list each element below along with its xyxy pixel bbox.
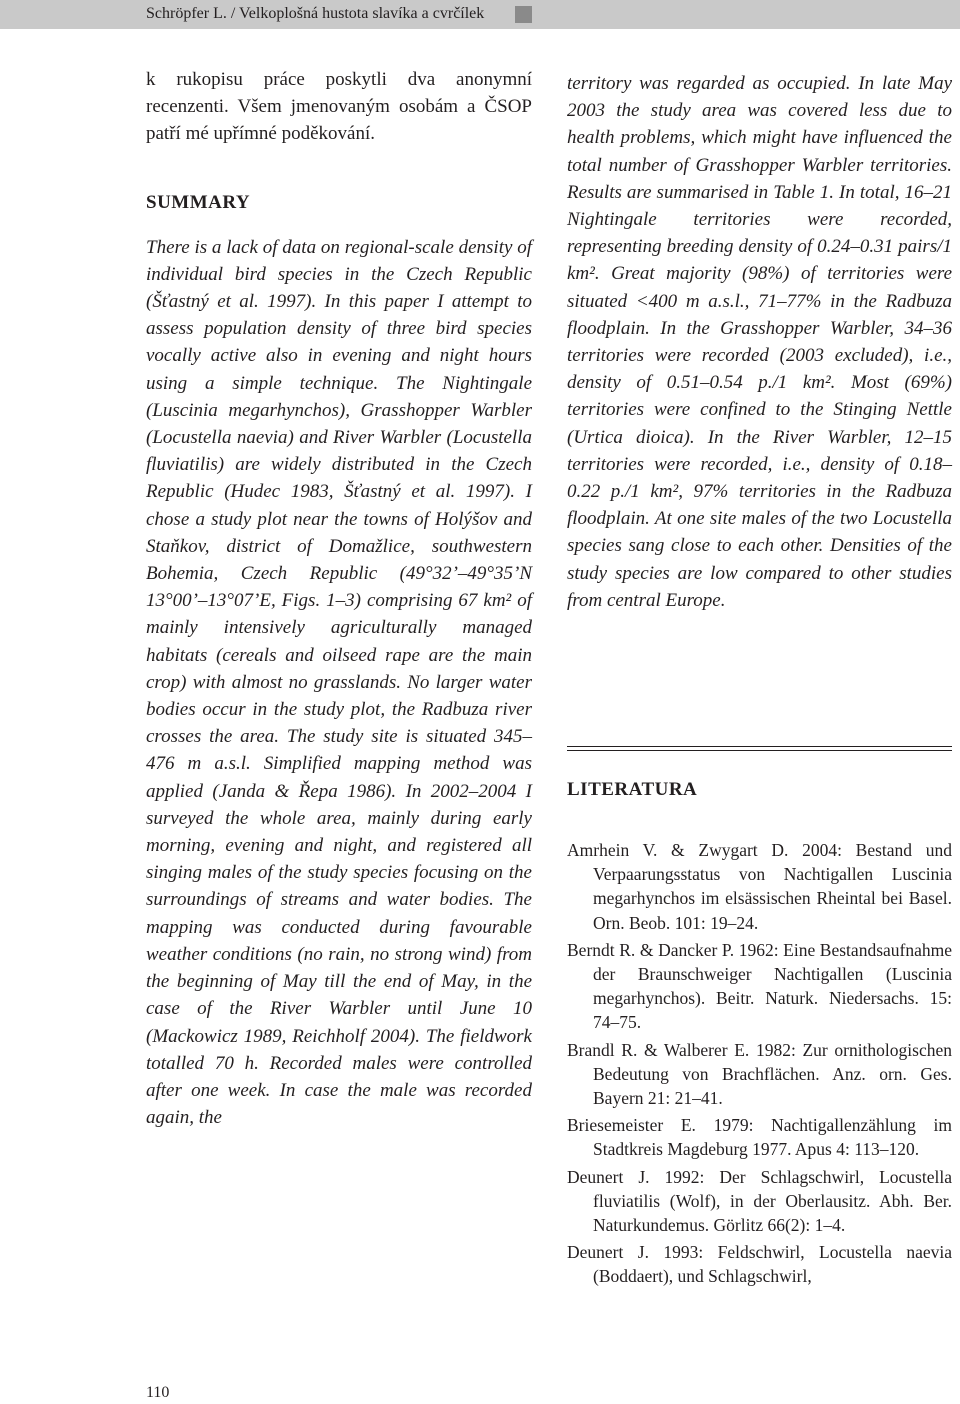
acknowledgement-text: k rukopisu práce poskytli dva anonymní recenzenti. Všem jmenovaným osobám a ČSOP patří mé upřímné poděkování. — [146, 69, 532, 145]
summary-heading: SUMMARY — [146, 191, 251, 213]
page-number: 110 — [146, 1384, 170, 1401]
reference-item: Deunert J. 1993: Feldschwirl, Locustella naevia (Boddaert), und Schlagschwirl, — [567, 1242, 952, 1287]
running-title: Schröpfer L. / Velkoplošná hustota slavíka a cvrčílek — [146, 5, 485, 22]
reference-list — [567, 838, 952, 1292]
reference-item: Briesemeister E. 1979: Nachtigallenzählung im Stadtkreis Magdeburg 1977. Apus 4: 113–120. — [567, 1115, 952, 1160]
running-header — [0, 0, 960, 29]
summary-continued-text: territory was regarded as occupied. In late May 2003 the study area was covered less due to health problems, which might have influenced the total number of Grasshopper Warbler territories. Results are summarised in Table 1. In total, 16–21 Nightingale territories were recorded, representing breeding density of 0.24–0.31 pairs/1 km². Great majority (98%) of territories were situated <400 m a.s.l., 71–77% in the Radbuza floodplain. In the Grasshopper Warbler, 34–36 territories were recorded (2003 excluded), i.e., density of 0.51–0.54 p./1 km². Most (69%) territories were confined to the Stinging Nettle (Urtica dioica). In the River Warbler, 12–15 territories were recorded, i.e., density of 0.18–0.22 p./1 km², 97% territories in the Radbuza floodplain. At one site males of the two Locustella species sang close to each other. Densities of the study species are low compared to other studies from central Europe. — [567, 73, 952, 611]
section-divider-line — [567, 750, 952, 751]
reference-item: Berndt R. & Dancker P. 1962: Eine Bestandsaufnahme der Braunschweiger Nachtigallen (Luscinia megarhynchos). Beitr. Naturk. Niedersachs. 15: 74–75. — [567, 939, 952, 1033]
right-column — [567, 70, 952, 614]
left-column — [146, 66, 532, 1131]
reference-item: Deunert J. 1992: Der Schlagschwirl, Locustella fluviatilis (Wolf), in der Oberlausitz. Abh. Ber. Naturkundemus. Görlitz 66(2): 1–4. — [567, 1166, 952, 1236]
literature-heading: LITERATURA — [567, 779, 698, 800]
reference-item: Brandl R. & Walberer E. 1982: Zur ornithologischen Bedeutung von Brachflächen. Anz. orn. Ges. Bayern 21: 21–41. — [567, 1039, 952, 1109]
reference-item: Amrhein V. & Zwygart D. 2004: Bestand und Verpaarungsstatus von Nachtigallen Luscinia megarhynchos im elsässischen Rheintal bei Basel. Orn. Beob. 101: 19–24. — [567, 840, 952, 933]
header-square-ornament — [515, 6, 532, 23]
section-divider-line — [567, 746, 952, 747]
summary-text: There is a lack of data on regional-scale density of individual bird species in the Czech Republic (Šťastný et al. 1997). In this paper I attempt to assess population density of three bird species vocally active also in evening and night hours using a simple technique. The Nightingale (Luscinia megarhynchos), Grasshopper Warbler (Locustella naevia) and River Warbler (Locustella fluviatilis) are widely distributed in the Czech Republic (Hudec 1983, Šťastný et al. 1997). I chose a study plot near the towns of Holýšov and Staňkov, district of Domažlice, southwestern Bohemia, Czech Republic (49°32’–49°35’N 13°00’–13°07’E, Figs. 1–3) comprising 67 km² of mainly intensively agriculturally managed habitats (cereals and oilseed rape are the main crop) with almost no grasslands. No larger water bodies occur in the study plot, the Radbuza river crosses the area. The study site is situated 345–476 m a.s.l. Simplified mapping method was applied (Janda & Řepa 1986). In 2002–2004 I surveyed the whole area, mainly during early morning, evening and night, and registered all singing males of the study species focusing on the surroundings of streams and water bodies. The mapping was conducted during favourable weather conditions (no rain, no strong wind) from the beginning of May till the end of May, in the case of the River Warbler until June 10 (Mackowicz 1989, Reichholf 2004). The fieldwork totalled 70 h. Recorded males were controlled after one week. In case the male was recorded again, the — [146, 236, 532, 1129]
